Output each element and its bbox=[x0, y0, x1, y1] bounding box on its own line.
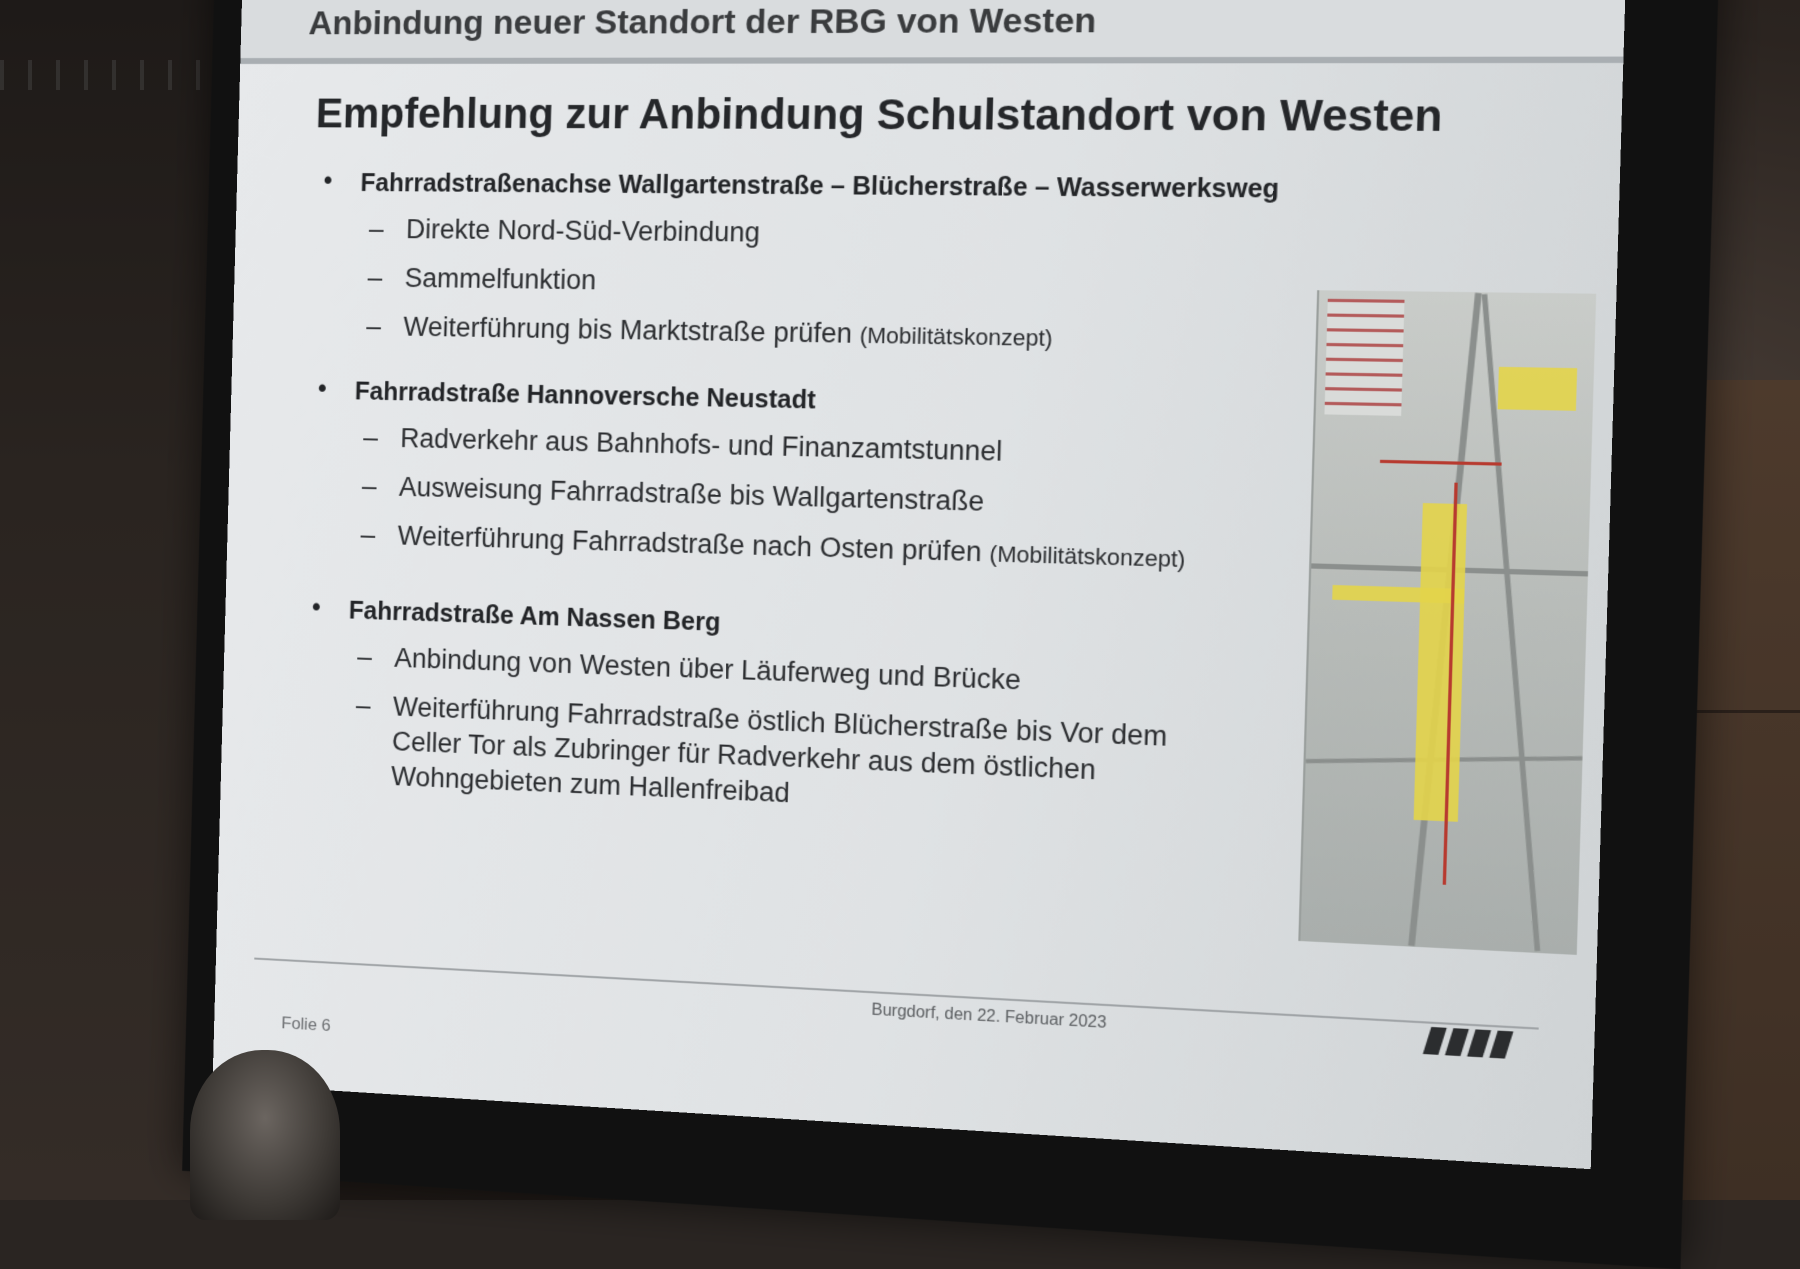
slide-title: Empfehlung zur Anbindung Schulstandort von Westen bbox=[315, 89, 1444, 141]
section-items bbox=[366, 212, 1308, 360]
list-item: – Radverkehr aus Bahnhofs- und Finanzamtstunnel bbox=[363, 421, 1302, 478]
section-hannoversche-neustadt bbox=[314, 377, 1304, 580]
map-legend bbox=[1324, 299, 1404, 416]
section-heading: • Fahrradstraße Hannoversche Neustadt bbox=[318, 377, 1304, 426]
map-yellow-highlight bbox=[1498, 367, 1577, 411]
section-items bbox=[354, 639, 1296, 833]
section-wallgartenstrasse bbox=[319, 169, 1309, 360]
list-item bbox=[366, 309, 1305, 359]
projected-slide bbox=[213, 0, 1626, 1169]
section-heading: • Fahrradstraße Am Nassen Berg bbox=[312, 595, 1297, 657]
footer-date: Burgdorf, den 22. Februar 2023 bbox=[871, 1001, 1107, 1032]
section-heading: • Fahrradstraßenachse Wallgartenstraße – Blücherstraße – Wasserwerksweg bbox=[323, 169, 1309, 205]
map-red-line bbox=[1380, 460, 1502, 466]
list-item: – Sammelfunktion bbox=[367, 261, 1307, 308]
list-item bbox=[360, 518, 1299, 580]
slide-header-band bbox=[240, 0, 1626, 64]
list-item: – Weiterführung Fahrradstraße östlich Blücherstraße bis Vor dem Celler Tor als Zubringer für Radverkehr aus dem östlichen Wohngebieten zum Hallenfreibad bbox=[354, 688, 1171, 828]
company-logo-icon bbox=[1427, 1027, 1528, 1060]
map-yellow-highlight bbox=[1332, 585, 1464, 604]
section-am-nassen-berg bbox=[307, 595, 1296, 833]
list-item: – Direkte Nord-Süd-Verbindung bbox=[369, 212, 1309, 257]
slide-header-title: Anbindung neuer Standort der RBG von Westen bbox=[308, 1, 1097, 43]
list-item: – Ausweisung Fahrradstraße bis Wallgartenstraße bbox=[361, 469, 1300, 528]
item-text: Weiterführung bis Marktstraße prüfen bbox=[402, 311, 853, 350]
slide-number: Folie 6 bbox=[281, 1013, 331, 1036]
map-image bbox=[1298, 290, 1596, 955]
ceiling-truss bbox=[0, 60, 240, 90]
slide-content bbox=[307, 169, 1310, 848]
item-text: Weiterführung Fahrradstraße nach Osten prüfen bbox=[397, 521, 983, 568]
item-note: (Mobilitätskonzept) bbox=[989, 541, 1186, 573]
list-item: – Anbindung von Westen über Läuferweg und Brücke bbox=[357, 639, 1295, 708]
item-note: (Mobilitätskonzept) bbox=[859, 322, 1053, 352]
audience-person bbox=[190, 1050, 340, 1220]
section-items bbox=[360, 421, 1302, 581]
map-yellow-highlight bbox=[1414, 503, 1467, 822]
